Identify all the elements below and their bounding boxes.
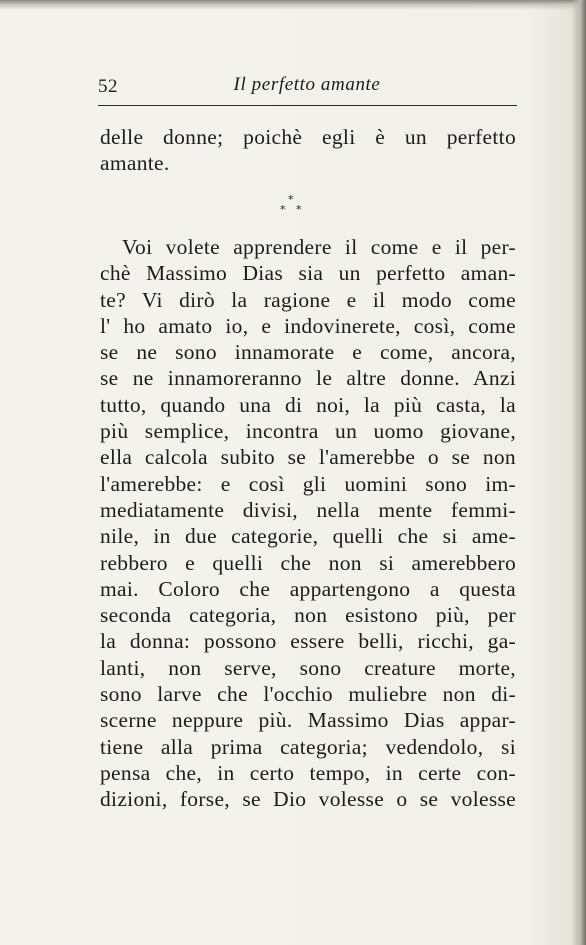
text-line: nile, in due categorie, quelli che si ame- (100, 524, 516, 549)
text-line: più semplice, incontra un uomo giovane, (100, 419, 516, 444)
text-line: l'amerebbe: e così gli uomini sono im- (100, 471, 516, 496)
running-title: Il perfetto amante (233, 74, 381, 95)
text-line: lanti, non serve, sono creature morte, (100, 655, 516, 680)
header-rule (98, 105, 517, 106)
page-number: 52 (98, 76, 118, 97)
text-line: tiene alla prima categoria; vedendolo, si (100, 734, 516, 759)
text-line: mediatamente divisi, nella mente femmi- (100, 497, 516, 522)
text-line: mai. Coloro che appartengono a questa (100, 576, 516, 601)
text-line: scerne neppure più. Massimo Dias appar- (100, 708, 516, 733)
paragraph-body (100, 234, 516, 813)
page-top-edge (0, 0, 586, 10)
text-line: l' ho amato io, e indovinerete, così, come (100, 313, 516, 338)
page-binding-edge (572, 0, 586, 945)
text-line: seconda categoria, non esistono più, per (100, 603, 516, 628)
text-line: amante. (100, 151, 170, 176)
asterism-star-left: * (280, 203, 286, 216)
text-line: la donna: possono essere belli, ricchi, ga- (100, 629, 516, 654)
text-line: dizioni, forse, se Dio volesse o se volesse (100, 787, 516, 812)
text-line: Voi volete apprendere il come e il per- (122, 235, 516, 259)
asterism-ornament (278, 194, 308, 224)
paragraph-continuation (100, 124, 516, 176)
text-line: chè Massimo Dias sia un perfetto aman- (100, 261, 516, 286)
text-line: tutto, quando una di noi, la più casta, la (100, 392, 516, 417)
text-line: pensa che, in certo tempo, in certe con- (100, 760, 516, 785)
page-header (98, 74, 516, 102)
text-line: se ne sono innamorate e come, ancora, (100, 340, 516, 365)
asterism-star-top: * (288, 193, 294, 206)
text-line: se ne innamoreranno le altre donne. Anzi (100, 366, 516, 391)
asterism-star-right: * (296, 203, 302, 216)
text-line: ella calcola subito se l'amerebbe o se non (100, 445, 516, 470)
text-line: sono larve che l'occhio muliebre non di- (100, 682, 516, 707)
text-line: delle donne; poichè egli è un perfetto (100, 125, 516, 149)
text-line: rebbero e quelli che non si amerebbero (100, 550, 516, 575)
text-line: te? Vi dirò la ragione e il modo come (100, 287, 516, 312)
